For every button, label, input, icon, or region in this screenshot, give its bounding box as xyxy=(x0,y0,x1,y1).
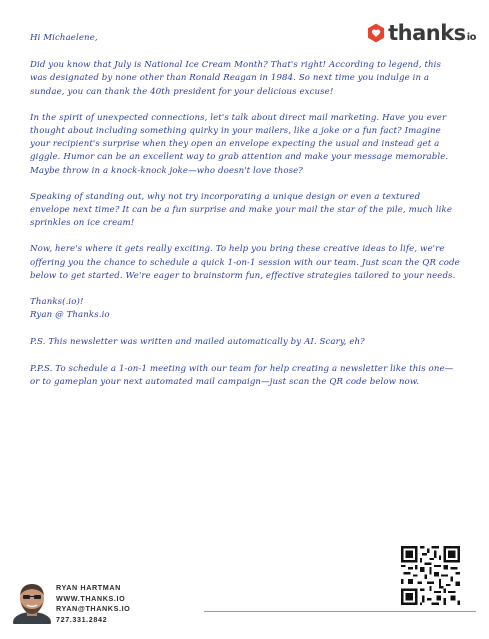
paragraph-2: In the spirit of unexpected connections, let's talk about direct mail marketing. Have you ever thought about including something quirky in your mailers, like a joke or a fun fact? Imagine your recipient's surprise when they open an envelope expecting the usual and instead get a giggle. Humor can be an excellent way to grab attention and make your message memorable. Maybe throw in a knock-knock joke—who doesn't love those? xyxy=(30,112,449,176)
letter-body xyxy=(30,32,460,402)
paragraph-1: Did you know that July is National Ice Cream Month? That's right! According to legend, this was designated by none other than Ronald Reagan in 1984. So next time you indulge in a sundae, you can thank the 40th president for your delicious excuse! xyxy=(30,60,441,97)
qr-code-icon[interactable] xyxy=(401,546,460,605)
signoff xyxy=(30,296,460,322)
footer-divider xyxy=(204,611,476,612)
contact-phone[interactable]: 727.331.2842 xyxy=(56,614,108,624)
contact-website[interactable]: WWW.THANKS.IO xyxy=(56,593,126,603)
signoff-line-2: Ryan @ Thanks.io xyxy=(30,310,110,321)
paragraph-3: Speaking of standing out, why not try incorporating a unique design or even a textured envelope next time? It can be a fun surprise and make your mail the star of the pile, much like sprinkles on ice cream! xyxy=(30,191,453,229)
postscript: P.S. This newsletter was written and mailed automatically by AI. Scary, eh? xyxy=(30,337,365,348)
contact-name: RYAN HARTMAN xyxy=(56,583,121,592)
contact-email[interactable]: RYAN@THANKS.IO xyxy=(56,604,131,613)
avatar xyxy=(12,578,52,624)
signoff-line-1: Thanks(.io)! xyxy=(30,297,84,308)
contact-block xyxy=(56,583,130,625)
post-postscript: P.P.S. To schedule a 1-on-1 meeting with our team for help creating a newsletter like this one—or to gameplan your next automated mail campaign—just scan the QR code below now. xyxy=(30,363,454,387)
greeting: Hi Michaelene, xyxy=(30,33,98,43)
logo-wordmark: thanksio xyxy=(388,21,476,45)
paragraph-4: Now, here's where it gets really exciting. To help you bring these creative ideas to life, we're offering you the chance to schedule a quick 1-on-1 session with our team. Just scan the QR code below to get started. We're eager to brainstorm fun, effective strategies tailored to your needs. xyxy=(30,244,460,281)
